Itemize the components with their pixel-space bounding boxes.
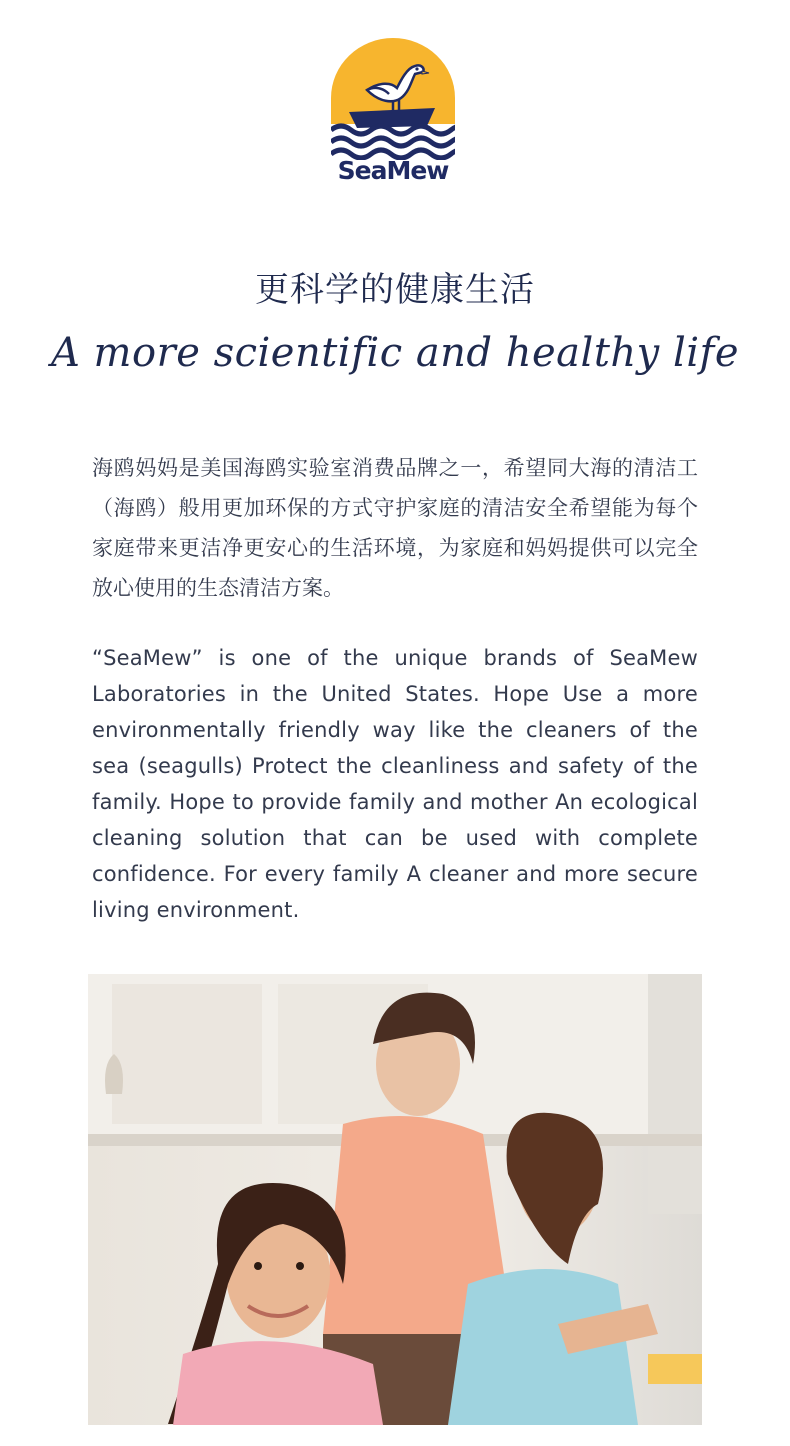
intro-paragraph-cn: 海鸥妈妈是美国海鸥实验室消费品牌之一，希望同大海的清洁工（海鸥）般用更加环保的方式守护家庭的清洁安全希望能为每个家庭带来更洁净更安心的生活环境，为家庭和妈妈提供可以完全放心使用的生态清洁方案。	[92, 456, 698, 600]
headline-en: A more scientific and healthy life	[50, 330, 740, 376]
family-cleaning-photo	[88, 974, 702, 1425]
brand-logo	[331, 38, 455, 192]
seagull-on-boat-logo	[331, 38, 455, 160]
intro-paragraph-en: “SeaMew” is one of the unique brands of SeaMew Laboratories in the United States. Hope Use a more environmentally friendly way like the cleaners of the sea (seagulls) Protect the cleanliness and safety of the family. Hope to provide family and mother An ecological cleaning solution that can be used with complete confidence. For every family A cleaner and more secure living environment.	[92, 646, 698, 922]
brand-name: SeaMew	[337, 156, 449, 185]
headline-cn: 更科学的健康生活	[255, 270, 535, 310]
